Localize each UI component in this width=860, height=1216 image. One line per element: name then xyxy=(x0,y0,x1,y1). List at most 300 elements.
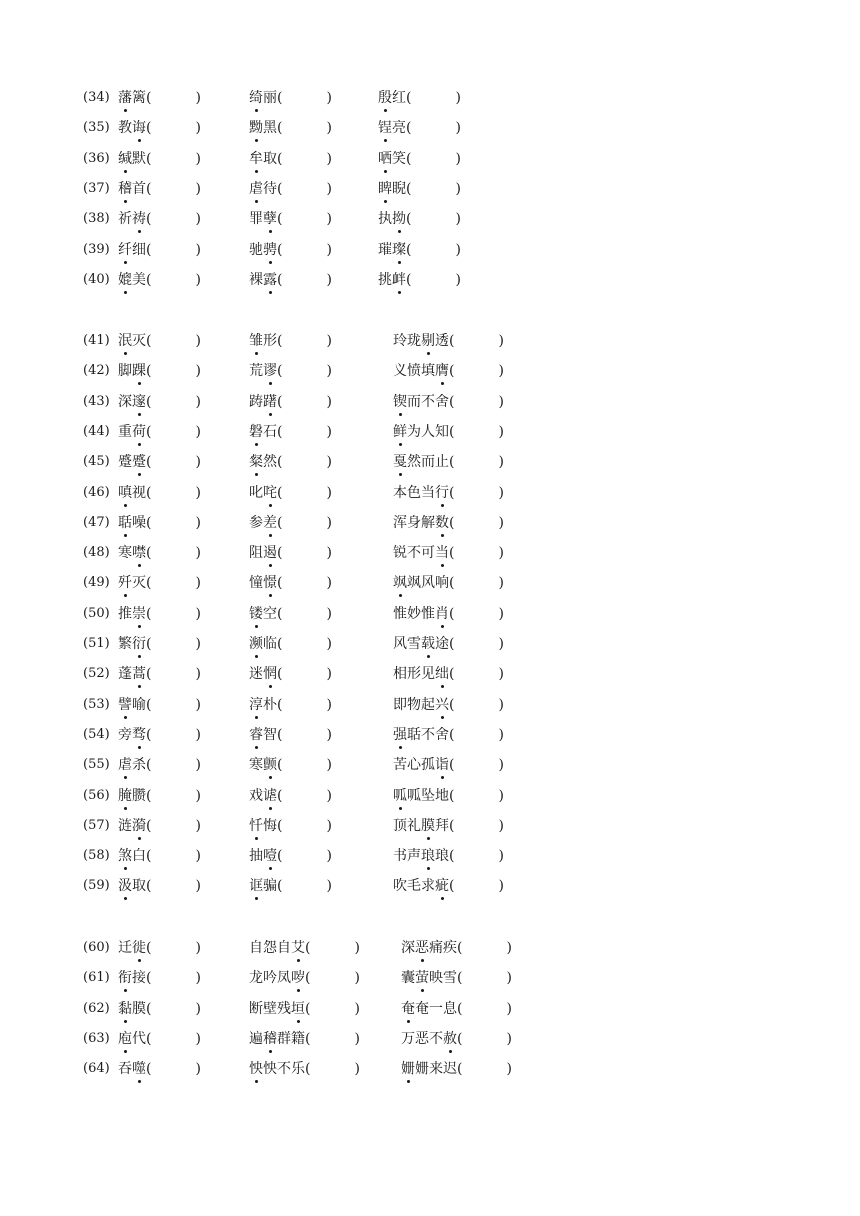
word-text: 黏膜 xyxy=(118,1000,146,1017)
word-item xyxy=(118,816,201,836)
answer-close-paren: ) xyxy=(498,454,504,471)
question-number: (59) xyxy=(83,878,110,894)
word-item xyxy=(118,392,201,412)
word-item xyxy=(249,634,332,654)
question-row xyxy=(0,118,860,148)
answer-close-paren: ) xyxy=(195,393,201,410)
answer-close-paren: ) xyxy=(326,180,332,197)
word-text: 龙吟凤哕 xyxy=(249,970,305,987)
question-number: (63) xyxy=(83,1030,110,1046)
word-text: 强聒不舍 xyxy=(393,726,449,743)
word-item xyxy=(118,1029,201,1049)
answer-open-paren: ( xyxy=(277,605,283,622)
word-item xyxy=(393,846,504,866)
word-text: 蓬蒿 xyxy=(118,666,146,683)
word-text: 泯灭 xyxy=(118,333,146,349)
answer-open-paren: ( xyxy=(449,696,455,713)
word-item xyxy=(393,664,504,684)
answer-close-paren: ) xyxy=(326,696,332,713)
word-item xyxy=(378,179,461,199)
word-item xyxy=(378,270,461,290)
word-text: 嗔视 xyxy=(118,484,146,501)
answer-open-paren: ( xyxy=(406,211,412,228)
answer-open-paren: ( xyxy=(146,1061,152,1078)
answer-close-paren: ) xyxy=(498,484,504,501)
question-row xyxy=(0,361,860,391)
answer-close-paren: ) xyxy=(195,1061,201,1078)
word-item xyxy=(249,392,332,412)
answer-close-paren: ) xyxy=(326,271,332,288)
answer-open-paren: ( xyxy=(457,970,463,987)
word-text: 断壁残垣 xyxy=(249,1000,305,1017)
answer-open-paren: ( xyxy=(449,545,455,562)
question-row xyxy=(0,331,860,361)
answer-open-paren: ( xyxy=(277,514,283,531)
answer-close-paren: ) xyxy=(195,696,201,713)
word-item xyxy=(249,209,332,229)
word-item xyxy=(378,88,461,108)
question-row xyxy=(0,1059,860,1089)
word-text: 囊萤映雪 xyxy=(401,970,457,987)
answer-close-paren: ) xyxy=(498,333,504,349)
word-text: 裸露 xyxy=(249,271,277,288)
word-text: 虐杀 xyxy=(118,757,146,774)
answer-open-paren: ( xyxy=(406,241,412,258)
question-number: (46) xyxy=(83,484,110,500)
question-number: (44) xyxy=(83,423,110,439)
answer-close-paren: ) xyxy=(455,150,461,167)
question-row xyxy=(0,786,860,816)
answer-close-paren: ) xyxy=(326,120,332,137)
word-item xyxy=(249,846,332,866)
answer-close-paren: ) xyxy=(195,726,201,743)
answer-open-paren: ( xyxy=(277,454,283,471)
question-row xyxy=(0,483,860,513)
question-number: (37) xyxy=(83,180,110,196)
word-item xyxy=(249,240,332,260)
question-row xyxy=(0,755,860,785)
word-text: 蹙蹙 xyxy=(118,454,146,471)
answer-open-paren: ( xyxy=(305,1000,311,1017)
word-item xyxy=(393,513,504,533)
word-item xyxy=(249,179,332,199)
question-row xyxy=(0,846,860,876)
word-text: 脚踝 xyxy=(118,363,146,380)
word-text: 镂空 xyxy=(249,605,277,622)
word-item xyxy=(393,331,504,351)
answer-open-paren: ( xyxy=(449,636,455,652)
word-item xyxy=(118,786,201,806)
word-item xyxy=(118,209,201,229)
word-text: 自怨自艾 xyxy=(249,940,305,956)
answer-close-paren: ) xyxy=(326,817,332,834)
question-row xyxy=(0,695,860,725)
answer-close-paren: ) xyxy=(455,271,461,288)
word-item xyxy=(118,664,201,684)
word-text: 虐待 xyxy=(249,180,277,197)
question-number: (47) xyxy=(83,514,110,530)
question-number: (57) xyxy=(83,817,110,833)
answer-open-paren: ( xyxy=(277,241,283,258)
answer-open-paren: ( xyxy=(449,514,455,531)
answer-open-paren: ( xyxy=(406,271,412,288)
answer-open-paren: ( xyxy=(146,241,152,258)
answer-close-paren: ) xyxy=(195,120,201,137)
word-item xyxy=(118,573,201,593)
word-item xyxy=(378,118,461,138)
word-item xyxy=(118,999,201,1019)
answer-close-paren: ) xyxy=(195,575,201,592)
answer-open-paren: ( xyxy=(277,363,283,380)
answer-open-paren: ( xyxy=(449,393,455,410)
word-text: 锲而不舍 xyxy=(393,393,449,410)
answer-open-paren: ( xyxy=(146,696,152,713)
answer-open-paren: ( xyxy=(146,878,152,895)
word-text: 戛然而止 xyxy=(393,454,449,471)
word-text: 万恶不赦 xyxy=(401,1030,457,1047)
question-number: (43) xyxy=(83,393,110,409)
answer-close-paren: ) xyxy=(195,787,201,804)
word-text: 衔接 xyxy=(118,970,146,987)
word-item xyxy=(249,573,332,593)
word-item xyxy=(401,968,512,988)
word-text: 殷红 xyxy=(378,90,406,106)
word-item xyxy=(393,634,504,654)
word-item xyxy=(118,968,201,988)
answer-close-paren: ) xyxy=(195,514,201,531)
answer-open-paren: ( xyxy=(277,545,283,562)
answer-close-paren: ) xyxy=(498,726,504,743)
answer-close-paren: ) xyxy=(195,817,201,834)
question-number: (58) xyxy=(83,848,110,864)
answer-open-paren: ( xyxy=(449,787,455,804)
word-item xyxy=(118,240,201,260)
word-text: 罪孽 xyxy=(249,211,277,228)
question-number: (49) xyxy=(83,575,110,591)
question-row xyxy=(0,240,860,270)
word-text: 睿智 xyxy=(249,726,277,743)
answer-close-paren: ) xyxy=(195,180,201,197)
answer-open-paren: ( xyxy=(449,726,455,743)
word-text: 重荷 xyxy=(118,423,146,440)
question-row xyxy=(0,938,860,968)
question-row xyxy=(0,422,860,452)
word-item xyxy=(249,513,332,533)
answer-close-paren: ) xyxy=(326,211,332,228)
answer-open-paren: ( xyxy=(277,150,283,167)
question-number: (62) xyxy=(83,1000,110,1016)
question-row xyxy=(0,634,860,664)
answer-open-paren: ( xyxy=(457,1061,463,1078)
word-text: 诓骗 xyxy=(249,878,277,895)
answer-open-paren: ( xyxy=(146,848,152,865)
question-number: (42) xyxy=(83,363,110,379)
question-row xyxy=(0,816,860,846)
word-item xyxy=(249,88,332,108)
answer-close-paren: ) xyxy=(354,1061,360,1078)
answer-open-paren: ( xyxy=(449,363,455,380)
word-text: 煞白 xyxy=(118,848,146,865)
word-item xyxy=(118,846,201,866)
word-text: 即物起兴 xyxy=(393,696,449,713)
answer-close-paren: ) xyxy=(455,90,461,106)
word-item xyxy=(393,452,504,472)
word-text: 本色当行 xyxy=(393,484,449,501)
word-text: 吹毛求疵 xyxy=(393,878,449,895)
word-text: 戏谑 xyxy=(249,787,277,804)
answer-open-paren: ( xyxy=(449,817,455,834)
answer-close-paren: ) xyxy=(326,636,332,652)
answer-open-paren: ( xyxy=(146,787,152,804)
word-text: 挑衅 xyxy=(378,271,406,288)
answer-open-paren: ( xyxy=(146,90,152,106)
word-text: 庖代 xyxy=(118,1030,146,1047)
word-item xyxy=(118,634,201,654)
word-item xyxy=(118,725,201,745)
word-item xyxy=(249,452,332,472)
word-item xyxy=(118,331,201,351)
answer-open-paren: ( xyxy=(146,605,152,622)
word-item xyxy=(378,240,461,260)
word-item xyxy=(249,118,332,138)
word-item xyxy=(393,604,504,624)
word-item xyxy=(118,179,201,199)
answer-close-paren: ) xyxy=(195,636,201,652)
word-text: 深恶痛疾 xyxy=(401,940,457,956)
question-row xyxy=(0,573,860,603)
answer-open-paren: ( xyxy=(277,817,283,834)
answer-open-paren: ( xyxy=(146,423,152,440)
answer-close-paren: ) xyxy=(326,484,332,501)
answer-open-paren: ( xyxy=(277,666,283,683)
answer-close-paren: ) xyxy=(498,423,504,440)
question-row xyxy=(0,270,860,300)
answer-close-paren: ) xyxy=(195,333,201,349)
answer-close-paren: ) xyxy=(195,970,201,987)
word-item xyxy=(378,149,461,169)
question-row xyxy=(0,725,860,755)
answer-close-paren: ) xyxy=(195,1030,201,1047)
word-text: 荒谬 xyxy=(249,363,277,380)
word-text: 涟漪 xyxy=(118,817,146,834)
answer-open-paren: ( xyxy=(146,514,152,531)
answer-close-paren: ) xyxy=(195,454,201,471)
answer-open-paren: ( xyxy=(449,757,455,774)
word-item xyxy=(249,604,332,624)
word-text: 纤细 xyxy=(118,241,146,258)
word-item xyxy=(118,876,201,896)
word-item xyxy=(393,876,504,896)
word-item xyxy=(118,361,201,381)
word-item xyxy=(249,876,332,896)
answer-close-paren: ) xyxy=(498,787,504,804)
answer-close-paren: ) xyxy=(498,514,504,531)
word-item xyxy=(249,968,360,988)
word-text: 抽噎 xyxy=(249,848,277,865)
answer-close-paren: ) xyxy=(455,120,461,137)
word-item xyxy=(393,786,504,806)
question-number: (64) xyxy=(83,1061,110,1077)
answer-close-paren: ) xyxy=(195,363,201,380)
word-item xyxy=(249,1059,360,1079)
word-item xyxy=(393,483,504,503)
word-text: 锃亮 xyxy=(378,120,406,137)
answer-open-paren: ( xyxy=(406,150,412,167)
word-item xyxy=(249,422,332,442)
word-text: 参差 xyxy=(249,514,277,531)
answer-close-paren: ) xyxy=(326,726,332,743)
answer-open-paren: ( xyxy=(277,393,283,410)
answer-close-paren: ) xyxy=(455,241,461,258)
answer-close-paren: ) xyxy=(506,940,512,956)
answer-open-paren: ( xyxy=(406,180,412,197)
word-item xyxy=(118,270,201,290)
answer-close-paren: ) xyxy=(498,757,504,774)
word-text: 锐不可当 xyxy=(393,545,449,562)
answer-open-paren: ( xyxy=(277,423,283,440)
question-number: (56) xyxy=(83,787,110,803)
word-text: 牟取 xyxy=(249,150,277,167)
answer-open-paren: ( xyxy=(457,1000,463,1017)
word-text: 惟妙惟肖 xyxy=(393,605,449,622)
answer-close-paren: ) xyxy=(498,575,504,592)
word-text: 媲美 xyxy=(118,271,146,288)
word-text: 雏形 xyxy=(249,333,277,349)
word-text: 濒临 xyxy=(249,636,277,652)
word-text: 缄默 xyxy=(118,150,146,167)
word-item xyxy=(118,118,201,138)
answer-open-paren: ( xyxy=(277,787,283,804)
answer-close-paren: ) xyxy=(195,423,201,440)
question-row xyxy=(0,543,860,573)
word-item xyxy=(118,452,201,472)
answer-close-paren: ) xyxy=(498,817,504,834)
word-text: 相形见绌 xyxy=(393,666,449,683)
question-number: (39) xyxy=(83,241,110,257)
answer-close-paren: ) xyxy=(498,393,504,410)
answer-open-paren: ( xyxy=(277,636,283,652)
question-row xyxy=(0,209,860,239)
answer-open-paren: ( xyxy=(146,1030,152,1047)
answer-close-paren: ) xyxy=(195,150,201,167)
answer-close-paren: ) xyxy=(326,90,332,106)
answer-close-paren: ) xyxy=(195,666,201,683)
answer-open-paren: ( xyxy=(449,666,455,683)
answer-close-paren: ) xyxy=(498,848,504,865)
answer-open-paren: ( xyxy=(449,878,455,895)
answer-open-paren: ( xyxy=(449,848,455,865)
answer-open-paren: ( xyxy=(146,393,152,410)
word-item xyxy=(378,209,461,229)
answer-open-paren: ( xyxy=(449,484,455,501)
word-item xyxy=(249,664,332,684)
question-row xyxy=(0,513,860,543)
word-text: 忏悔 xyxy=(249,817,277,834)
answer-close-paren: ) xyxy=(195,90,201,106)
answer-open-paren: ( xyxy=(277,696,283,713)
word-text: 苦心孤诣 xyxy=(393,757,449,774)
word-item xyxy=(249,725,332,745)
word-text: 旁骛 xyxy=(118,726,146,743)
word-item xyxy=(118,513,201,533)
answer-close-paren: ) xyxy=(195,484,201,501)
answer-open-paren: ( xyxy=(146,211,152,228)
word-item xyxy=(393,695,504,715)
word-text: 遍稽群籍 xyxy=(249,1030,305,1047)
word-text: 书声琅琅 xyxy=(393,848,449,865)
word-item xyxy=(393,392,504,412)
word-item xyxy=(249,755,332,775)
word-text: 寒噤 xyxy=(118,545,146,562)
word-item xyxy=(118,422,201,442)
word-text: 风雪载途 xyxy=(393,636,449,652)
answer-close-paren: ) xyxy=(326,423,332,440)
word-item xyxy=(249,149,332,169)
answer-close-paren: ) xyxy=(354,970,360,987)
question-row xyxy=(0,392,860,422)
answer-close-paren: ) xyxy=(506,1030,512,1047)
question-row xyxy=(0,88,860,118)
answer-close-paren: ) xyxy=(195,241,201,258)
word-item xyxy=(393,725,504,745)
word-item xyxy=(118,543,201,563)
word-text: 寒颤 xyxy=(249,757,277,774)
word-text: 鲜为人知 xyxy=(393,423,449,440)
answer-close-paren: ) xyxy=(195,940,201,956)
answer-close-paren: ) xyxy=(354,1000,360,1017)
question-number: (45) xyxy=(83,454,110,470)
word-item xyxy=(249,1029,360,1049)
answer-close-paren: ) xyxy=(326,575,332,592)
word-text: 阻遏 xyxy=(249,545,277,562)
word-text: 教诲 xyxy=(118,120,146,137)
answer-close-paren: ) xyxy=(195,605,201,622)
question-row xyxy=(0,179,860,209)
word-item xyxy=(249,999,360,1019)
answer-close-paren: ) xyxy=(195,211,201,228)
answer-close-paren: ) xyxy=(195,271,201,288)
answer-open-paren: ( xyxy=(146,333,152,349)
answer-close-paren: ) xyxy=(498,605,504,622)
word-text: 浑身解数 xyxy=(393,514,449,531)
word-text: 稽首 xyxy=(118,180,146,197)
word-text: 义愤填膺 xyxy=(393,363,449,380)
answer-open-paren: ( xyxy=(146,575,152,592)
word-text: 玲珑剔透 xyxy=(393,333,449,349)
answer-open-paren: ( xyxy=(146,970,152,987)
answer-open-paren: ( xyxy=(406,120,412,137)
word-item xyxy=(249,270,332,290)
answer-close-paren: ) xyxy=(498,363,504,380)
word-item xyxy=(401,1059,512,1079)
question-row xyxy=(0,664,860,694)
word-text: 飒飒风响 xyxy=(393,575,449,592)
answer-open-paren: ( xyxy=(305,970,311,987)
question-number: (34) xyxy=(83,90,110,105)
answer-open-paren: ( xyxy=(146,757,152,774)
answer-close-paren: ) xyxy=(498,696,504,713)
question-number: (53) xyxy=(83,696,110,712)
answer-open-paren: ( xyxy=(146,666,152,683)
answer-open-paren: ( xyxy=(146,1000,152,1017)
word-item xyxy=(118,938,201,958)
word-text: 黝黑 xyxy=(249,120,277,137)
word-item xyxy=(249,483,332,503)
word-text: 奄奄一息 xyxy=(401,1000,457,1017)
word-item xyxy=(249,816,332,836)
answer-open-paren: ( xyxy=(305,940,311,956)
word-item xyxy=(249,331,332,351)
